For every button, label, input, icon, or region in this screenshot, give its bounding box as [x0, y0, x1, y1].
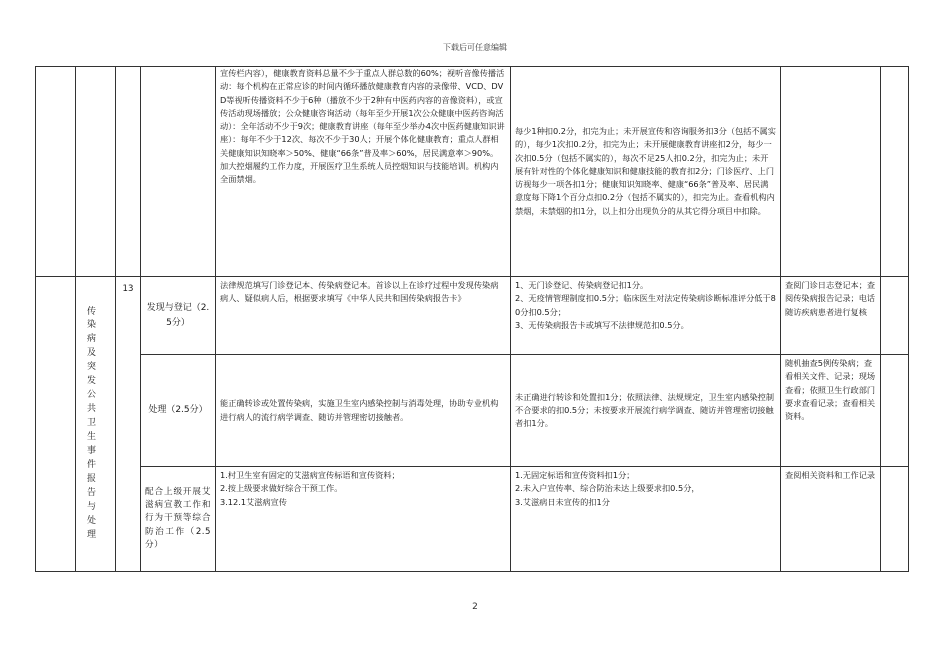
table-row	[36, 355, 909, 467]
empty-cell	[881, 277, 909, 355]
scoring-line: 3、无传染病报告卡或填写不法律规范扣0.5分。	[515, 319, 689, 330]
empty-cell	[881, 355, 909, 467]
item-number-cell: 13	[116, 277, 141, 572]
scoring-cell	[511, 277, 781, 355]
standard-cell: 宣传栏内容），健康教育资料总量不少于重点人群总数的60%；视听音像传播活动：每个机构在正常应诊的时间内循环播放健康教育内容的录像带、VCD、DVD等视听传播资料不少于6种（播放不少于2种有中医药内容的音像资料），或宣传活动现场播放；公众健康咨询活动（每年至少开展1次公众健康中医药咨询活动）：全年活动不少于9次；健康教育讲座（每年至少举办4次中医药健康知识讲座）：每年不少于12次、每次不少于30人；开展个体化健康教育；重点人群相关健康知识知晓率＞50%、健康“66条”普及率＞60%，居民满意率＞90%。加大控烟履约工作力度，开展医疗卫生系统人员控烟知识与技能培训。机构内全面禁烟。	[216, 67, 511, 277]
method-cell: 查阅门诊日志登记本；查阅传染病报告记录；电话随访疾病患者进行复核	[781, 277, 881, 355]
standard-line: 3.12.1艾滋病宣传	[220, 496, 287, 507]
scoring-line: 3.艾滋病日未宣传的扣1分	[515, 496, 610, 507]
page-header: 下载后可任意编辑	[443, 43, 507, 52]
scoring-line: 2.未入户宣传率、综合防治未达上级要求扣0.5分，	[515, 483, 700, 494]
empty-cell	[881, 67, 909, 277]
empty-cell	[36, 67, 76, 277]
method-cell: 查阅相关资料和工作记录	[781, 467, 881, 572]
table-row	[36, 277, 909, 355]
scoring-cell	[511, 467, 781, 572]
standard-line: 2.按上级要求做好综合干预工作。	[220, 483, 343, 494]
item-cell: 处理（2.5分）	[141, 355, 216, 467]
standard-cell: 法律规范填写门诊登记本、传染病登记本。首诊以上在诊疗过程中发现传染病病人、疑似病人后，根据要求填写《中华人民共和国传染病报告卡》	[216, 277, 511, 355]
page-number: 2	[472, 602, 478, 612]
item-cell: 发现与登记（2.5分）	[141, 277, 216, 355]
evaluation-table	[35, 66, 909, 572]
category-cell: 传染病及突发公共卫生事件报告与处理	[76, 277, 116, 572]
table-row	[36, 67, 909, 277]
empty-cell	[116, 67, 141, 277]
scoring-line: 2、无疫情管理制度扣0.5分；临床医生对法定传染病诊断标准评分低于80分扣0.5分；	[515, 293, 776, 317]
standard-cell	[216, 467, 511, 572]
standard-cell: 能正确转诊或处置传染病，实施卫生室内感染控制与消毒处理，协助专业机构进行病人的流行病学调查、随访并管理密切接触者。	[216, 355, 511, 467]
empty-cell	[76, 67, 116, 277]
scoring-line: 1、无门诊登记、传染病登记扣1分。	[515, 280, 649, 290]
standard-line: 1.村卫生室有固定的艾滋病宣传标语和宣传资料；	[220, 470, 400, 480]
scoring-cell: 未正确进行转诊和处置扣1分；依照法律、法规规定，卫生室内感染控制不合要求的扣0.5分；未按要求开展流行病学调查、随访并管理密切接触者扣1分。	[511, 355, 781, 467]
empty-cell	[36, 277, 76, 572]
scoring-line: 1.无固定标语和宣传资料扣1分；	[515, 470, 635, 480]
method-cell: 随机抽查5例传染病；查看相关文件、记录；现场查看；依照卫生行政部门要求查看记录；查看相关资料。	[781, 355, 881, 467]
table-row	[36, 467, 909, 572]
scoring-cell: 每少1种扣0.2分，扣完为止；未开展宣传和咨询服务扣3分（包括不属实的），每少1次扣0.2分，扣完为止；未开展健康教育讲座扣2分，每少一次扣0.5分（包括不属实的），每次不足25人扣0.2分，扣完为止；未开展有针对性的个体化健康知识和健康技能的教育扣2分；门诊医疗、上门访视每少一项各扣1分；健康知识知晓率、健康“66条”普及率、居民满意度每下降1个百分点扣0.2分（包括不属实的），扣完为止。查看机构内禁烟，未禁烟的扣1分，以上扣分出现负分的从其它得分项目中扣除。	[511, 67, 781, 277]
empty-cell	[141, 67, 216, 277]
item-cell: 配合上级开展艾滋病宣教工作和行为干预等综合防治工作（2.5分）	[141, 467, 216, 572]
empty-cell	[781, 67, 881, 277]
empty-cell	[881, 467, 909, 572]
